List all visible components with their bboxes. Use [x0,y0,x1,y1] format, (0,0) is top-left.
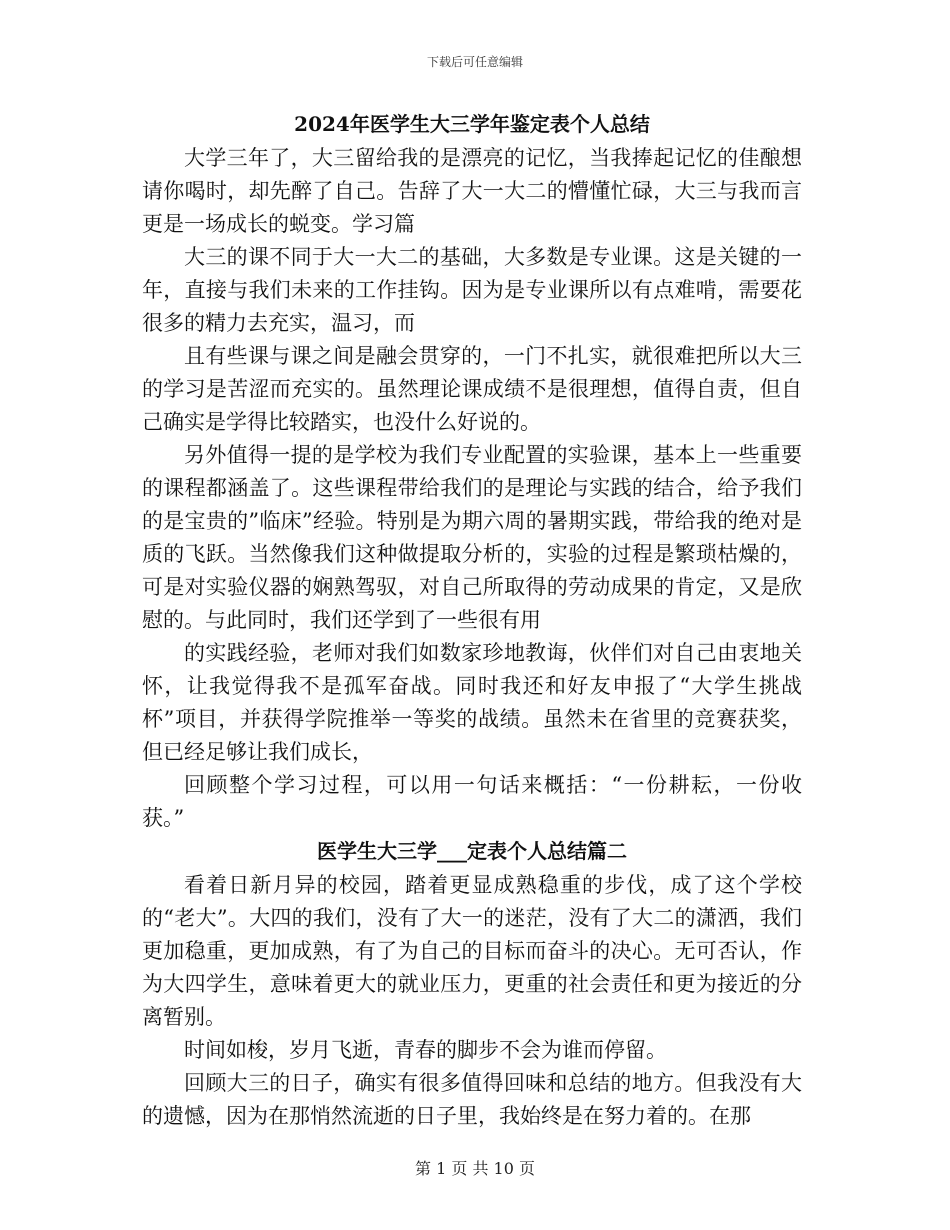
paragraph: 回顾大三的日子，确实有很多值得回味和总结的地方。但我没有大的遗憾，因为在那悄然流逝的日子里，我始终是在努力着的。在那 [142,1071,802,1128]
paragraph: 大三的课不同于大一大二的基础，大多数是专业课。这是关键的一年，直接与我们未来的工作挂钩。因为是专业课所以有点难啃，需要花很多的精力去充实，温习，而 [142,245,802,335]
paragraph: 大学三年了，大三留给我的是漂亮的记忆，当我捧起记忆的佳酿想请你喝时，却先醉了自己。告辞了大一大二的懵懂忙碌，大三与我而言更是一场成长的蜕变。学习篇 [142,146,802,236]
paragraph: 时间如梭，岁月飞逝，青春的脚步不会为谁而停留。 [184,1038,667,1062]
paragraph: 看着日新月异的校园，踏着更显成熟稳重的步伐，成了这个学校的“老大”。大四的我们，没有了大一的迷茫，没有了大二的潇洒，我们更加稳重，更加成熟，有了为自己的目标而奋斗的决心。无可否认，作为大四学生，意味着更大的就业压力，更重的社会责任和更为接近的分离暂别。 [142,873,802,1029]
section-title: 医学生大三学___定表个人总结篇二 [317,839,627,863]
header-note: 下载后可任意编辑 [426,55,523,69]
paragraph: 的实践经验，老师对我们如数家珍地教诲，伙伴们对自己由衷地关怀，让我觉得我不是孤军奋战。同时我还和好友申报了“大学生挑战杯”项目，并获得学院推举一等奖的战绩。虽然未在省里的竞赛获奖，但已经足够让我们成长， [142,641,802,764]
paragraph: 且有些课与课之间是融会贯穿的，一门不扎实，就很难把所以大三的学习是苦涩而充实的。虽然理论课成绩不是很理想，值得自责，但自己确实是学得比较踏实，也没什么好说的。 [142,344,802,434]
paragraph: 回顾整个学习过程，可以用一句话来概括：“一份耕耘，一份收获。” [142,773,802,830]
document-title: 2024年医学生大三学年鉴定表个人总结 [294,112,650,136]
page-footer: 第 1 页 共 10 页 [415,1159,535,1178]
document-body [142,108,802,1133]
paragraph: 另外值得一提的是学校为我们专业配置的实验课，基本上一些重要的课程都涵盖了。这些课程带给我们的是理论与实践的结合，给予我们的是宝贵的”临床”经验。特别是为期六周的暑期实践，带给我的绝对是质的飞跃。当然像我们这种做提取分析的，实验的过程是繁琐枯燥的，可是对实验仪器的娴熟驾驭，对自己所取得的劳动成果的肯定，又是欣慰的。与此同时，我们还学到了一些很有用 [142,443,802,632]
